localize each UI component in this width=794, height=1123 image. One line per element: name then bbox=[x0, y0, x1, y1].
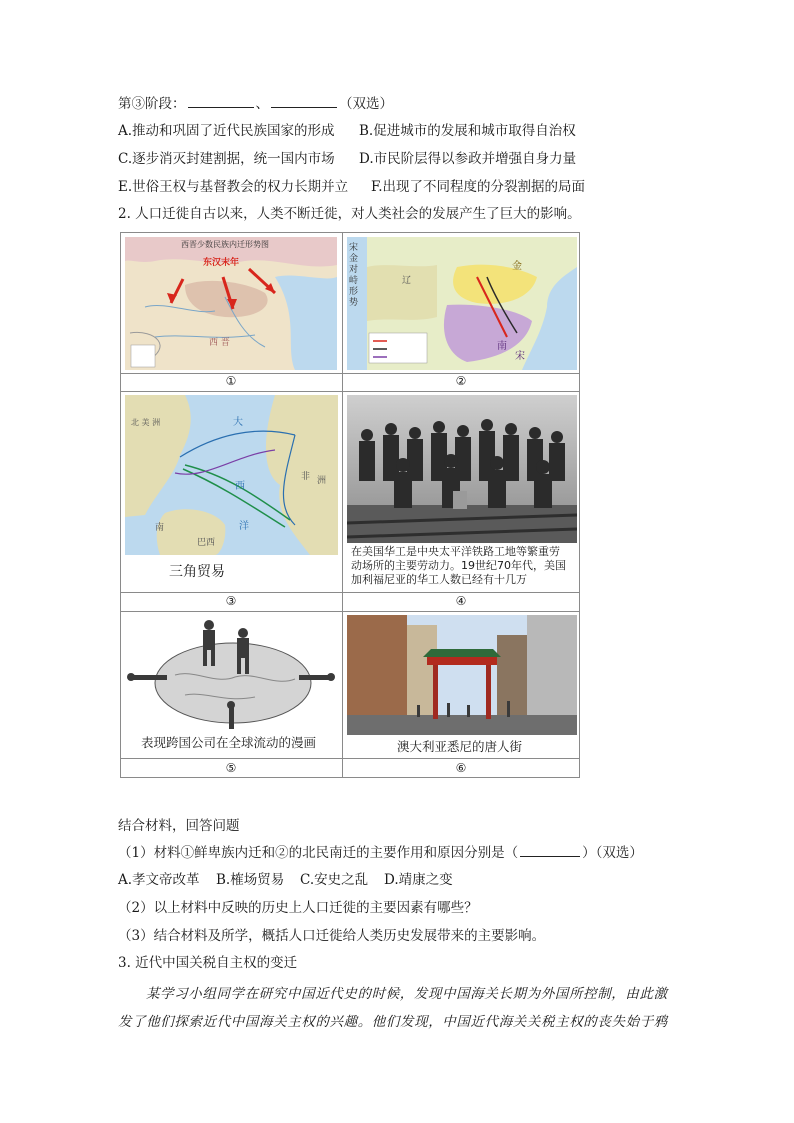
stage3-line bbox=[118, 95, 393, 113]
material-grid bbox=[120, 232, 580, 778]
photo4-svg bbox=[347, 395, 577, 543]
sub-question-1 bbox=[118, 844, 643, 862]
sub-question-2: （2）以上材料中反映的历史上人口迁徙的主要因素有哪些？ bbox=[118, 900, 478, 916]
map1-title: 西晋少数民族内迁形势图 bbox=[181, 240, 269, 249]
map3-label-da: 大 bbox=[233, 417, 243, 428]
grid-divider bbox=[121, 611, 579, 612]
map3-label-north-america: 北 美 洲 bbox=[131, 418, 161, 427]
caption-6: ⑥ bbox=[455, 761, 467, 775]
chinatown-caption: 澳大利亚悉尼的唐人街 bbox=[397, 739, 523, 754]
answer-blank-3[interactable] bbox=[520, 844, 580, 857]
map3-label-xi: 西 bbox=[235, 481, 245, 492]
map-triangular-trade bbox=[125, 395, 338, 589]
q3-paragraph-line-1: 某学习小组同学在研究中国近代史的时候，发现中国海关长期为外国所控制，由此激 bbox=[146, 986, 668, 1002]
map2-title: 宋金对峙形势 bbox=[349, 243, 359, 308]
sub1-option-d: D.靖康之变 bbox=[384, 872, 453, 888]
option-d-text: D.市民阶层得以参政并增强自身力量 bbox=[359, 151, 577, 167]
map2-label-song: 宋 bbox=[515, 351, 525, 362]
cartoon-caption: 表现跨国公司在全球流动的漫画 bbox=[141, 735, 317, 750]
grid-divider bbox=[121, 592, 579, 593]
option-c-text: C.逐步消灭封建割据，统一国内市场 bbox=[118, 151, 335, 167]
label-western-jin: 西 晋 bbox=[209, 338, 230, 348]
answer-blank-2[interactable] bbox=[271, 95, 337, 108]
map-western-jin-migration bbox=[125, 237, 337, 370]
option-b bbox=[359, 122, 576, 140]
option-d bbox=[359, 150, 576, 168]
map3-label-brazil: 巴西 bbox=[197, 538, 216, 548]
map2-label-liao: 辽 bbox=[402, 276, 412, 286]
stage3-prefix: 第③阶段： bbox=[118, 96, 186, 112]
sub1-option-b: B.榷场贸易 bbox=[216, 872, 285, 888]
map3-label-nan: 南 bbox=[155, 523, 165, 533]
map3-label-zhou: 洲 bbox=[317, 476, 327, 486]
option-c bbox=[118, 150, 335, 168]
answer-blank-1[interactable] bbox=[188, 95, 254, 108]
map3-label-yang: 洋 bbox=[239, 521, 249, 532]
grid-divider bbox=[121, 391, 579, 392]
map2-svg bbox=[347, 237, 577, 370]
photo4-caption: 在美国华工是中央太平洋铁路工地等繁重劳动场所的主要劳动力。19世纪70年代，美国加利福尼亚的华工人数已经有十几万 bbox=[351, 545, 566, 586]
photo6-svg bbox=[347, 615, 577, 735]
option-e bbox=[118, 178, 348, 196]
sub-question-3: （3）结合材料及所学，概括人口迁徙给人类历史发展带来的主要影响。 bbox=[118, 928, 546, 944]
q2-title: 2. 人口迁徙自古以来，人类不断迁徙，对人类社会的发展产生了巨大的影响。 bbox=[118, 206, 581, 222]
option-a-text: A.推动和巩固了近代民族国家的形成 bbox=[118, 123, 335, 139]
grid-divider bbox=[121, 758, 579, 759]
q3-title: 3. 近代中国关税自主权的变迁 bbox=[118, 955, 298, 971]
map-song-jin bbox=[347, 237, 577, 370]
caption-4: ④ bbox=[455, 594, 467, 608]
cartoon-multinational bbox=[125, 615, 338, 755]
caption-1: ① bbox=[225, 374, 237, 388]
cartoon-svg bbox=[125, 615, 338, 733]
map3-label-fei: 非 bbox=[301, 472, 311, 482]
combine-instruction: 结合材料，回答问题 bbox=[118, 818, 240, 834]
photo-chinese-railway-workers bbox=[347, 395, 577, 589]
option-e-text: E.世俗王权与基督教会的权力长期并立 bbox=[118, 179, 349, 195]
sub1-option-a: A.孝文帝改革 bbox=[118, 872, 200, 888]
map2-label-jin: 金 bbox=[512, 261, 522, 272]
grid-divider-vertical bbox=[342, 233, 343, 777]
sub1-option-c: C.安史之乱 bbox=[300, 872, 369, 888]
caption-2: ② bbox=[455, 374, 467, 388]
separator: 、 bbox=[255, 96, 269, 112]
label-east-han: 东汉末年 bbox=[203, 258, 240, 268]
stage3-suffix: （双选） bbox=[339, 96, 393, 112]
caption-3: ③ bbox=[225, 594, 237, 608]
sub1-text-before: （1）材料①鲜卑族内迁和②的北民南迁的主要作用和原因分别是（ bbox=[118, 845, 519, 861]
option-f bbox=[371, 178, 585, 196]
q3-paragraph-line-2: 发了他们探索近代中国海关主权的兴趣。他们发现，中国近代海关关税主权的丧失始于鸦 bbox=[118, 1014, 668, 1030]
option-f-text: F.出现了不同程度的分裂割据的局面 bbox=[371, 179, 586, 195]
option-a bbox=[118, 122, 335, 140]
option-b-text: B.促进城市的发展和城市取得自治权 bbox=[359, 123, 576, 139]
photo-sydney-chinatown bbox=[347, 615, 577, 755]
map2-label-nan: 南 bbox=[497, 341, 507, 352]
map3-caption: 三角贸易 bbox=[169, 564, 225, 580]
caption-5: ⑤ bbox=[225, 761, 237, 775]
sub1-text-after: ）（双选） bbox=[582, 845, 643, 861]
